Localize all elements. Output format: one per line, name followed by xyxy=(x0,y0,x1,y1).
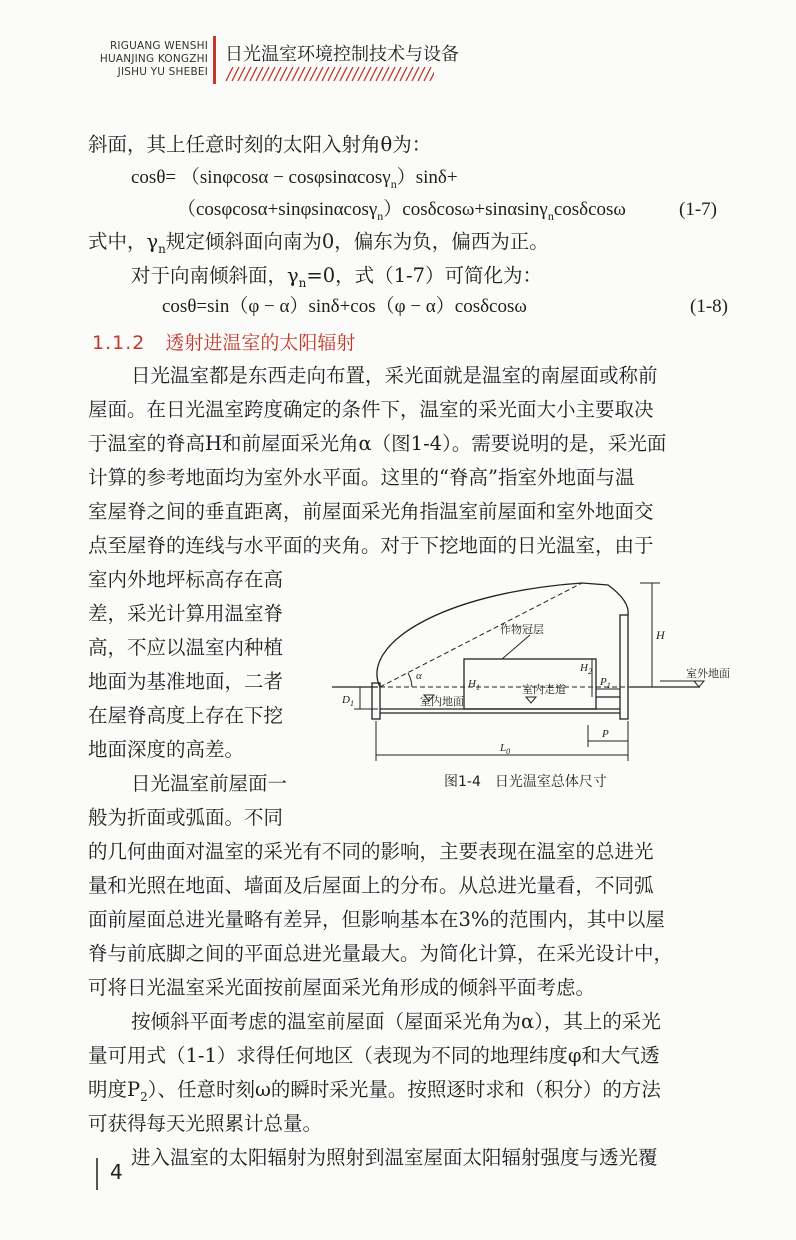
hatch-stroke xyxy=(346,67,353,81)
section-title: 透射进温室的太阳辐射 xyxy=(165,332,356,354)
equation-1-7-line2 xyxy=(177,200,626,222)
text-line: 面前屋面总进光量略有差异，但影响基本在3%的范围内，其中以屋 xyxy=(88,908,665,931)
label-L0-sub: 0 xyxy=(506,747,511,756)
hatch-stroke xyxy=(400,67,407,81)
eq-part: cosθ= （sinφcosα − cosφsinαcosγ xyxy=(131,167,391,188)
label-L0-main: L xyxy=(500,742,507,754)
text-line: 于温室的脊高H和前屋面采光角α（图1-4）。需要说明的是，采光面 xyxy=(88,432,667,455)
label-H1-sub: 1 xyxy=(475,683,480,692)
header-pinyin xyxy=(80,40,208,79)
hatch-stroke xyxy=(244,67,251,81)
back-roof xyxy=(582,583,628,615)
hatch-stroke xyxy=(232,67,239,81)
equation-number: (1-8) xyxy=(690,296,728,317)
label-P1 xyxy=(599,676,611,690)
label-indoor-ground: 室内地面 xyxy=(420,696,464,708)
hatch-stroke xyxy=(424,67,431,81)
hatch-stroke xyxy=(322,67,329,81)
label-P1-main: P xyxy=(600,676,607,688)
label-crop-layer: 作物冠层 xyxy=(500,624,544,636)
text-line: 日光温室都是东西走向布置，采光面就是温室的南屋面或称前 xyxy=(131,364,658,387)
equation-1-8: cosθ=sin（φ − α）sinδ+cos（φ − α）cosδcosω xyxy=(162,296,527,317)
hatch-stroke xyxy=(382,67,389,81)
equation-1-7-line1 xyxy=(131,168,458,190)
label-alpha: α xyxy=(416,670,422,682)
equation-number: (1-7) xyxy=(679,199,717,220)
hatch-stroke xyxy=(406,67,413,81)
hatch-stroke xyxy=(262,67,269,81)
hatch-stroke xyxy=(238,67,245,81)
text-line xyxy=(131,266,542,289)
hatch-stroke xyxy=(274,67,281,81)
eq-part: （cosφcosα+sinφsinαcosγ xyxy=(177,199,378,220)
hatch-stroke xyxy=(334,67,341,81)
text-line: 室屋脊之间的垂直距离，前屋面采光角指温室前屋面和室外地面交 xyxy=(88,500,654,523)
text-line: 可将日光温室采光面按前屋面采光角形成的倾斜平面考虑。 xyxy=(88,976,596,999)
text-line: 量可用式（1-1）求得任何地区（表现为不同的地理纬度φ和大气透 xyxy=(88,1044,660,1067)
hatch-stroke xyxy=(412,67,419,81)
hatch-stroke xyxy=(316,67,323,81)
text-line: 差，采光计算用温室脊 xyxy=(88,602,284,625)
text-line: 计算的参考地面均为室外水平面。这里的“脊高”指室外地面与温 xyxy=(88,466,635,489)
hatch-stroke xyxy=(358,67,365,81)
hatch-stroke xyxy=(256,67,263,81)
hatch-stroke xyxy=(376,67,383,81)
text-line: 屋面。在日光温室跨度确定的条件下，温室的采光面大小主要取决 xyxy=(88,398,654,421)
label-H: H xyxy=(656,628,665,642)
label-D1 xyxy=(341,694,354,708)
hatch-stroke xyxy=(370,67,377,81)
label-H2 xyxy=(579,662,592,676)
text-part: 对于向南倾斜面，γ xyxy=(131,264,299,287)
text-sub: n xyxy=(158,241,166,256)
eq-part: cosδcosω xyxy=(553,199,626,220)
text-part: ）、任意时刻ω的瞬时采光量。按照逐时求和（积分）的方法 xyxy=(147,1078,661,1101)
header-pinyin-line: JISHU YU SHEBEI xyxy=(117,66,208,78)
label-L0 xyxy=(499,742,510,756)
hatch-stroke xyxy=(268,67,275,81)
text-line: 室内外地坪标高存在高 xyxy=(88,568,284,591)
text-line: 点至屋脊的连线与水平面的夹角。对于下挖地面的日光温室，由于 xyxy=(88,534,654,557)
hatch-stroke xyxy=(292,67,299,81)
outdoor-ground-marker xyxy=(694,681,704,687)
text-line xyxy=(88,232,549,255)
header-pinyin-line: HUANJING KONGZHI xyxy=(99,53,208,65)
text-line: 脊与前底脚之间的平面总进光量最大。为简化计算，在采光设计中， xyxy=(88,942,674,965)
label-indoor-walkway: 室内走道 xyxy=(522,684,566,696)
section-heading xyxy=(92,328,355,355)
page-number-divider xyxy=(96,1158,98,1190)
hatch-stroke xyxy=(226,67,233,81)
text-line: 可获得每天光照累计总量。 xyxy=(88,1112,323,1135)
text-sub: n xyxy=(298,275,307,290)
hatch-stroke xyxy=(304,67,311,81)
label-D1-sub: 1 xyxy=(349,699,354,708)
hatch-stroke xyxy=(328,67,335,81)
text-line: 斜面，其上任意时刻的太阳入射角θ为： xyxy=(88,133,432,156)
hatch-stroke xyxy=(352,67,359,81)
text-line: 在屋脊高度上存在下挖 xyxy=(88,704,284,727)
eq-sub: n xyxy=(377,208,384,223)
hatch-stroke xyxy=(280,67,287,81)
figure-caption xyxy=(444,771,607,791)
text-line: 高，不应以温室内种植 xyxy=(88,636,284,659)
header-pinyin-line: RIGUANG WENSHI xyxy=(109,40,208,52)
walkway-marker xyxy=(526,697,536,703)
text-line xyxy=(88,1080,661,1103)
page-number: 4 xyxy=(110,1160,123,1184)
text-line: 按倾斜平面考虑的温室前屋面（屋面采光角为α），其上的采光 xyxy=(131,1010,661,1033)
alpha-arc xyxy=(408,673,412,687)
text-part: 明度P xyxy=(88,1078,141,1101)
figure-caption-number: 图1-4 xyxy=(444,774,481,790)
text-line: 地面深度的高差。 xyxy=(88,738,245,761)
greenhouse-dimension-diagram xyxy=(330,575,740,765)
lighting-angle-line xyxy=(380,583,582,687)
label-H2-sub: 2 xyxy=(587,667,592,676)
hatch-stroke xyxy=(418,67,425,81)
book-title: 日光温室环境控制技术与设备 xyxy=(225,44,459,65)
text-line: 般为折面或弧面。不同 xyxy=(88,806,284,829)
label-outdoor-ground: 室外地面 xyxy=(686,668,730,680)
header-divider xyxy=(213,36,216,84)
hatch-stroke xyxy=(298,67,305,81)
text-line: 日光温室前屋面一 xyxy=(131,772,288,795)
eq-part: ）sinδ+ xyxy=(396,167,458,188)
hatch-stroke xyxy=(310,67,317,81)
label-H1 xyxy=(467,678,480,692)
header-hatch-decoration xyxy=(224,66,434,82)
text-line: 量和光照在地面、墙面及后屋面上的分布。从总进光量看，不同弧 xyxy=(88,874,654,897)
label-H1-main: H xyxy=(468,678,476,690)
label-D1-main: D xyxy=(342,694,350,706)
label-H2-main: H xyxy=(580,662,588,674)
text-line: 进入温室的太阳辐射为照射到温室屋面太阳辐射强度与透光覆 xyxy=(131,1146,658,1169)
label-P1-sub: 1 xyxy=(606,681,611,690)
back-wall xyxy=(620,615,628,719)
front-foundation xyxy=(372,683,380,719)
eq-sub: n xyxy=(390,176,397,191)
text-sub: 2 xyxy=(140,1089,148,1104)
hatch-stroke xyxy=(394,67,401,81)
hatch-stroke xyxy=(340,67,347,81)
hatch-stroke xyxy=(364,67,371,81)
text-part: 式中，γ xyxy=(88,230,159,253)
text-line: 的几何曲面对温室的采光有不同的影响，主要表现在温室的总进光 xyxy=(88,840,654,863)
label-P: P xyxy=(602,728,609,740)
eq-part: ）cosδcosω+sinαsinγ xyxy=(383,199,548,220)
crop-layer-leader xyxy=(502,635,530,659)
text-line: 地面为基准地面，二者 xyxy=(88,670,284,693)
hatch-stroke xyxy=(250,67,257,81)
hatch-stroke xyxy=(286,67,293,81)
hatch-stroke xyxy=(388,67,395,81)
figure-caption-text: 日光温室总体尺寸 xyxy=(494,774,607,790)
eq-sub: n xyxy=(547,208,554,223)
text-part: 规定倾斜面向南为0，偏东为负，偏西为正。 xyxy=(165,230,549,253)
section-number: 1.1.2 xyxy=(92,332,146,354)
text-part: =0，式（1-7）可简化为： xyxy=(306,264,543,287)
